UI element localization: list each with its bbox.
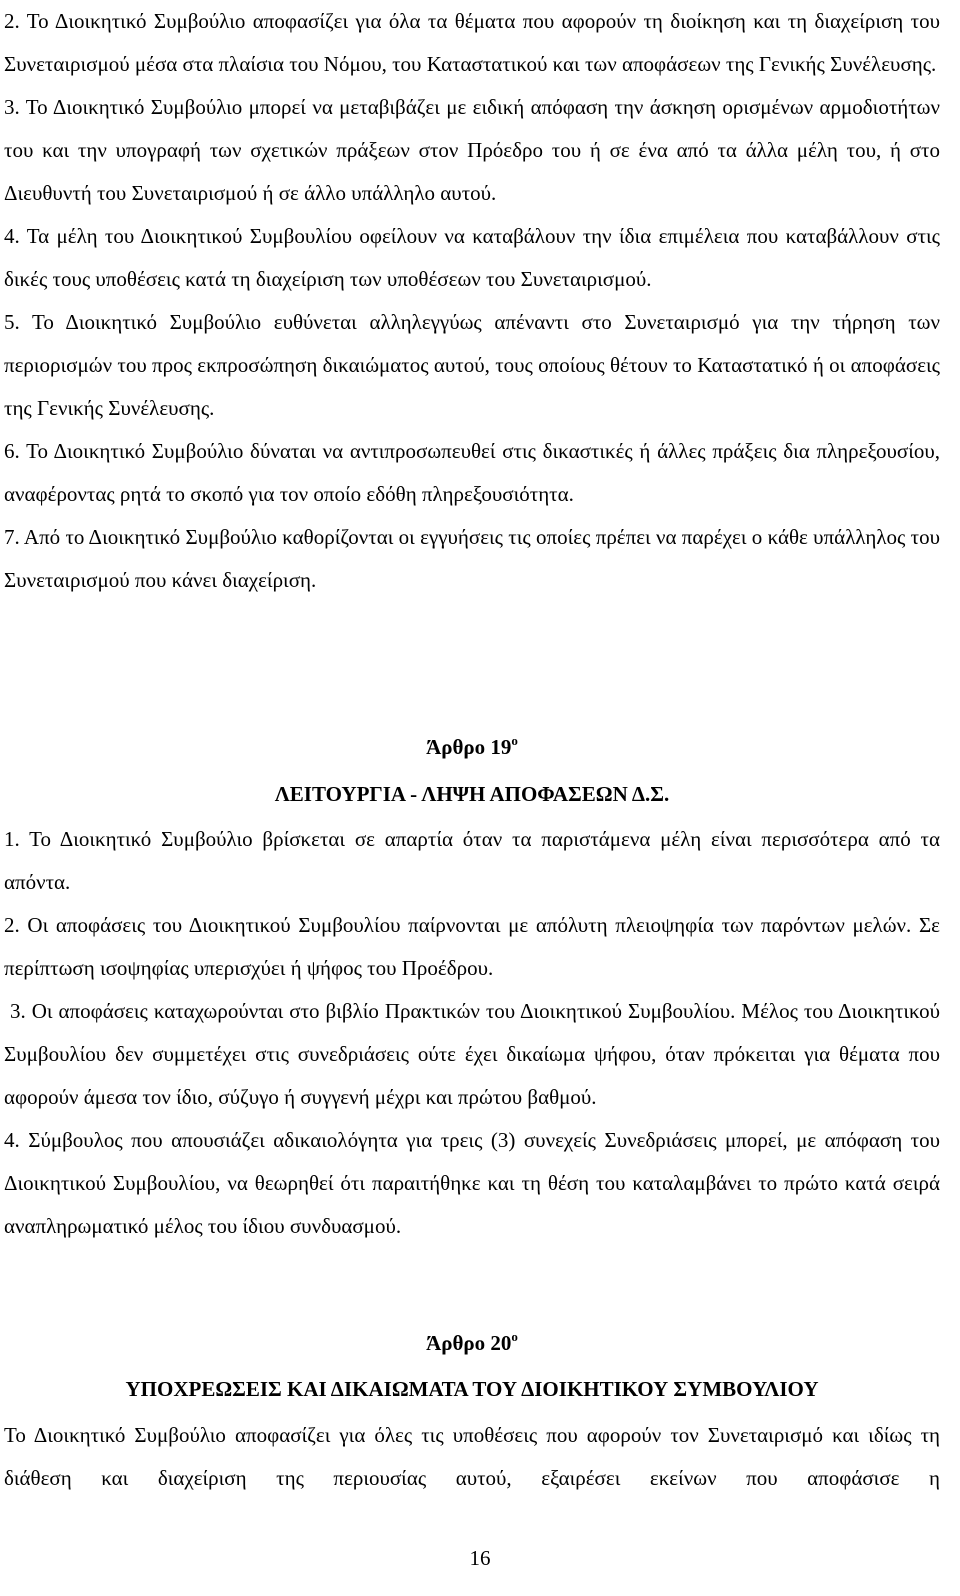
article-20-body xyxy=(4,1414,940,1500)
article-19-paragraph-2: 2. Οι αποφάσεις του Διοικητικού Συμβουλίου παίρνονται με απόλυτη πλειοψηφία των παρόντων μελών. Σε περίπτωση ισοψηφίας υπερισχύει ή ψήφος του Προέδρου. xyxy=(4,913,940,980)
paragraph-7: 7. Από το Διοικητικό Συμβούλιο καθορίζονται οι εγγυήσεις τις οποίες πρέπει να παρέχει ο κάθε υπάλληλος του Συνεταιρισμού που κάνει διαχείριση. xyxy=(4,525,940,592)
paragraph-2: 2. Το Διοικητικό Συμβούλιο αποφασίζει για όλα τα θέματα που αφορούν τη διοίκηση και τη διαχείριση του Συνεταιρισμού μέσα στα πλαίσια του Νόμου, του Καταστατικού και των αποφάσεων της Γενικής Συνέλευσης. xyxy=(4,9,940,76)
article-19-paragraph-3: 3. Οι αποφάσεις καταχωρούνται στο βιβλίο Πρακτικών του Διοικητικού Συμβουλίου. Μέλος του Διοικητικού Συμβουλίου δεν συμμετέχει στις συνεδριάσεις ούτε έχει δικαίωμα ψήφου, όταν πρόκειται για θέματα που αφορούν άμεσα τον ίδιο, σύζυγο ή συγγενή μέχρι και πρώτου βαθμού. xyxy=(4,999,946,1109)
article-19-paragraph-1: 1. Το Διοικητικό Συμβούλιο βρίσκεται σε απαρτία όταν τα παριστάμενα μέλη είναι περισσότερα από τα απόντα. xyxy=(4,827,940,894)
page-number: 16 xyxy=(469,1546,491,1570)
article-20-ordinal: ο xyxy=(511,1329,518,1344)
article18-continued xyxy=(4,0,940,602)
article-19-subtitle: ΛΕΙΤΟΥΡΓΙΑ - ΛΗΨΗ ΑΠΟΦΑΣΕΩΝ Δ.Σ. xyxy=(274,782,670,806)
article-20-paragraph-1: Το Διοικητικό Συμβούλιο αποφασίζει για όλες τις υποθέσεις που αφορούν τον Συνεταιρισμό και ιδίως τη διάθεση και διαχείριση της περιουσίας αυτού, εξαιρέσει εκείνων που αποφάσισε η xyxy=(4,1423,940,1490)
paragraph-3: 3. Το Διοικητικό Συμβούλιο μπορεί να μεταβιβάζει με ειδική απόφαση την άσκηση ορισμένων αρμοδιοτήτων του και την υπογραφή των σχετικών πράξεων στον Πρόεδρο του ή σε ένα από τα άλλα μέλη του, ή στο Διευθυντή του Συνεταιρισμού ή σε άλλο υπάλληλο αυτού. xyxy=(4,95,940,205)
article-19-ordinal: ο xyxy=(511,733,518,748)
article-20-title: Άρθρο $20^o$ xyxy=(426,1329,518,1355)
article-19-paragraph-4: 4. Σύμβουλος που απουσιάζει αδικαιολόγητα για τρεις (3) συνεχείς Συνεδριάσεις μπορεί, με απόφαση του Διοικητικού Συμβουλίου, να θεωρηθεί ότι παραιτήθηκε και τη θέση του καταλαμβάνει το πρώτο κατά σειρά αναπληρωματικό μέλος του ίδιου συνδυασμού. xyxy=(4,1128,940,1238)
article-19-title: Άρθρο $19^o$ xyxy=(426,733,518,759)
paragraph-5: 5. Το Διοικητικό Συμβούλιο ευθύνεται αλληλεγγύως απέναντι στο Συνεταιρισμό για την τήρηση των περιορισμών του προς εκπροσώπηση δικαιώματος αυτού, τους οποίους θέτουν το Καταστατικό ή οι αποφάσεις της Γενικής Συνέλευσης. xyxy=(4,310,940,420)
paragraph-6: 6. Το Διοικητικό Συμβούλιο δύναται να αντιπροσωπευθεί στις δικαστικές ή άλλες πράξεις δια πληρεξουσίου, αναφέροντας ρητά το σκοπό για τον οποίο εδόθη πληρεξουσιότητα. xyxy=(4,439,940,506)
paragraph-4: 4. Τα μέλη του Διοικητικού Συμβουλίου οφείλουν να καταβάλουν την ίδια επιμέλεια που καταβάλλουν στις δικές τους υποθέσεις κατά τη διαχείριση των υποθέσεων του Συνεταιρισμού. xyxy=(4,224,940,291)
article-19-body xyxy=(4,818,946,1248)
article-20-subtitle: ΥΠΟΧΡΕΩΣΕΙΣ ΚΑΙ ΔΙΚΑΙΩΜΑΤΑ ΤΟΥ ΔΙΟΙΚΗΤΙΚΟΥ ΣΥΜΒΟΥΛΙΟΥ xyxy=(125,1377,819,1401)
